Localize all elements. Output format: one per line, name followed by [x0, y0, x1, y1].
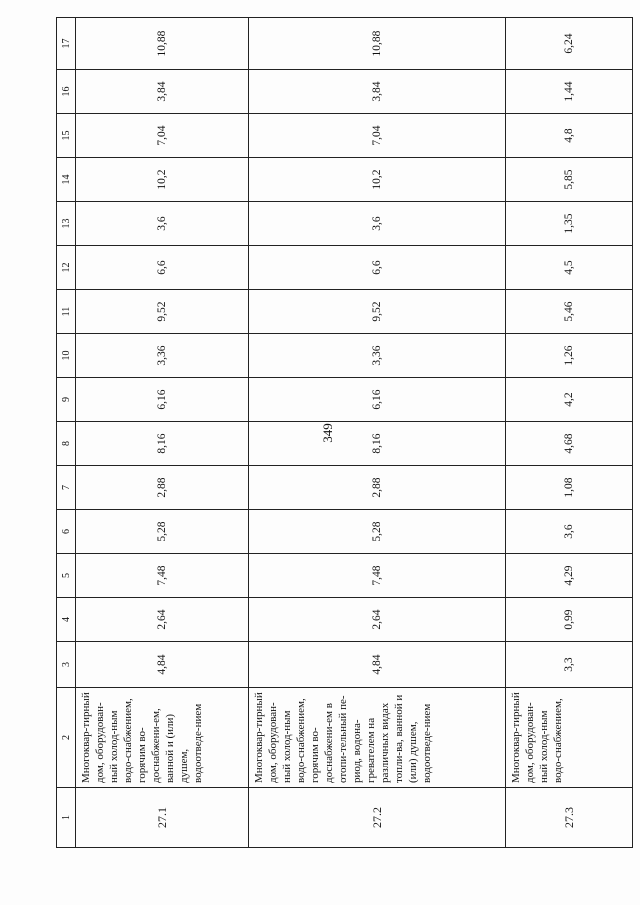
value-cell: 3,6 [506, 510, 633, 554]
value-cell: 1,08 [506, 466, 633, 510]
table-row [76, 18, 249, 848]
value-cell: 6,6 [249, 246, 506, 290]
value-cell: 5,28 [76, 510, 249, 554]
rotated-table [56, 26, 610, 848]
column-number: 11 [57, 290, 76, 334]
value-cell: 10,88 [249, 18, 506, 70]
value-cell: 4,84 [76, 642, 249, 688]
value-cell: 8,16 [76, 422, 249, 466]
value-cell: 5,28 [249, 510, 506, 554]
column-number: 6 [57, 510, 76, 554]
value-cell: 1,26 [506, 334, 633, 378]
value-cell: 4,29 [506, 554, 633, 598]
value-cell: 10,88 [76, 18, 249, 70]
row-name: Многоквар-тирный дом, оборудован-ный холод-ным водо-снабжением, горячим во-доснабжени-ем, ванной и (или) душем, водоотведе-нием [76, 688, 249, 788]
column-number: 13 [57, 202, 76, 246]
value-cell: 10,2 [249, 158, 506, 202]
value-cell: 6,16 [249, 378, 506, 422]
value-cell: 3,84 [76, 70, 249, 114]
value-cell: 3,6 [76, 202, 249, 246]
column-number: 17 [57, 18, 76, 70]
value-cell: 7,48 [76, 554, 249, 598]
value-cell: 4,8 [506, 114, 633, 158]
value-cell: 6,24 [506, 18, 633, 70]
value-cell: 7,48 [249, 554, 506, 598]
header-row [57, 18, 76, 848]
value-cell: 1,44 [506, 70, 633, 114]
tariff-table [56, 17, 633, 848]
column-number: 1 [57, 788, 76, 848]
row-code: 27.2 [249, 788, 506, 848]
column-number: 2 [57, 688, 76, 788]
column-number: 7 [57, 466, 76, 510]
column-number: 14 [57, 158, 76, 202]
table-container [56, 26, 610, 848]
value-cell: 1,35 [506, 202, 633, 246]
column-number: 10 [57, 334, 76, 378]
value-cell: 7,04 [249, 114, 506, 158]
column-number: 5 [57, 554, 76, 598]
value-cell: 9,52 [76, 290, 249, 334]
row-code: 27.1 [76, 788, 249, 848]
value-cell: 6,16 [76, 378, 249, 422]
value-cell: 7,04 [76, 114, 249, 158]
value-cell: 0,99 [506, 598, 633, 642]
value-cell: 8,16 [249, 422, 506, 466]
table-row [249, 18, 506, 848]
value-cell: 2,88 [249, 466, 506, 510]
value-cell: 3,84 [249, 70, 506, 114]
value-cell: 2,88 [76, 466, 249, 510]
column-number: 8 [57, 422, 76, 466]
column-number: 15 [57, 114, 76, 158]
column-number: 9 [57, 378, 76, 422]
value-cell: 4,2 [506, 378, 633, 422]
value-cell: 3,6 [249, 202, 506, 246]
table-row [506, 18, 633, 848]
value-cell: 9,52 [249, 290, 506, 334]
value-cell: 4,68 [506, 422, 633, 466]
row-name: Многоквар-тирный дом, оборудован-ный холод-ным водо-снабжением, горячим во-доснабжени-ем в отопи-тельный пе-риод, водона-гревателем на различных видах топли-ва, ванной и (или) душем, водоотведе-нием [249, 688, 506, 788]
column-number: 3 [57, 642, 76, 688]
value-cell: 5,46 [506, 290, 633, 334]
row-code: 27.3 [506, 788, 633, 848]
column-number: 4 [57, 598, 76, 642]
page-number: 349 [319, 423, 335, 443]
column-number: 12 [57, 246, 76, 290]
value-cell: 3,36 [249, 334, 506, 378]
value-cell: 2,64 [76, 598, 249, 642]
value-cell: 4,5 [506, 246, 633, 290]
value-cell: 3,36 [76, 334, 249, 378]
value-cell: 4,84 [249, 642, 506, 688]
value-cell: 10,2 [76, 158, 249, 202]
value-cell: 5,85 [506, 158, 633, 202]
value-cell: 2,64 [249, 598, 506, 642]
column-number: 16 [57, 70, 76, 114]
value-cell: 3,3 [506, 642, 633, 688]
value-cell: 6,6 [76, 246, 249, 290]
row-name: Многоквар-тирный дом, оборудован-ный холод-ным водо-снабжением, [506, 688, 633, 788]
